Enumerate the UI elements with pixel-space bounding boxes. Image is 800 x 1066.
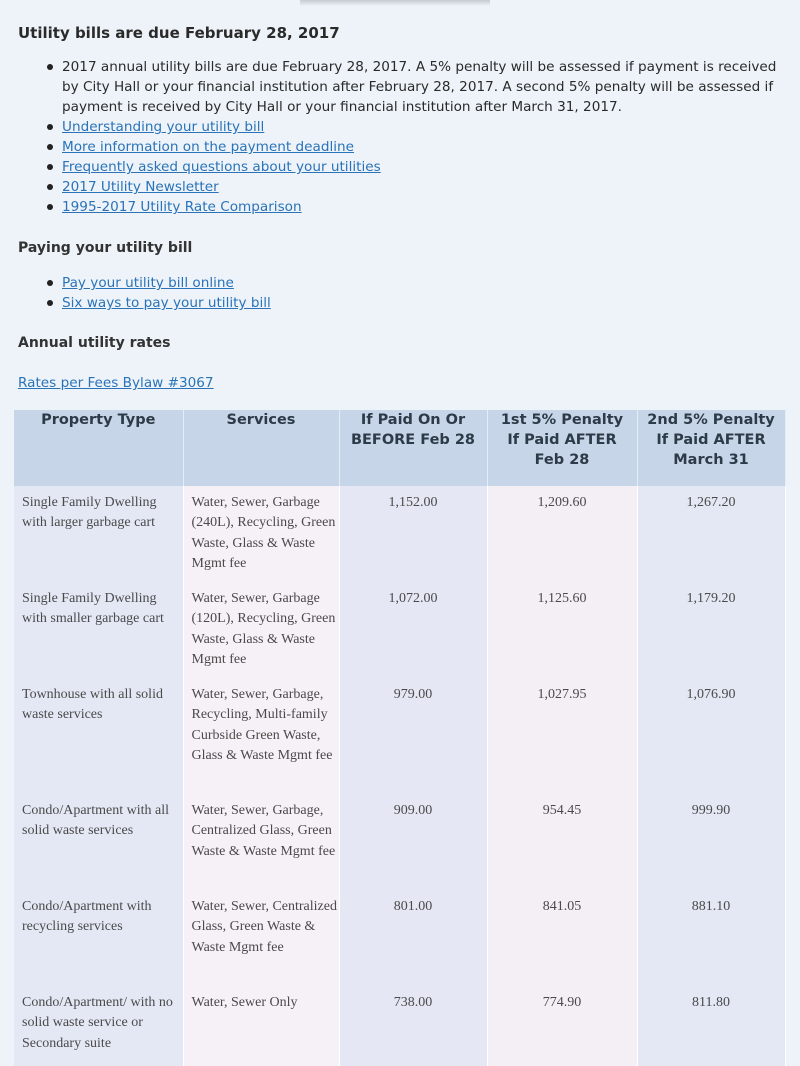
cell-services: Water, Sewer, Garbage (240L), Recycling, Green Waste, Glass & Waste Mgmt fee bbox=[183, 486, 339, 582]
cell-property-type: Single Family Dwelling with smaller garbage cart bbox=[14, 582, 183, 678]
list-item bbox=[44, 273, 789, 293]
list-item bbox=[44, 177, 789, 197]
cell-first-penalty: 954.45 bbox=[487, 794, 637, 890]
header-services: Services bbox=[183, 410, 339, 486]
list-item bbox=[44, 197, 789, 217]
cell-second-penalty: 1,179.20 bbox=[637, 582, 785, 678]
table-row bbox=[14, 986, 785, 1066]
cell-second-penalty: 999.90 bbox=[637, 794, 785, 890]
cell-second-penalty: 881.10 bbox=[637, 890, 785, 986]
pay-list bbox=[44, 273, 789, 313]
list-item bbox=[44, 157, 789, 177]
table-row bbox=[14, 678, 785, 794]
header-property-type: Property Type bbox=[14, 410, 183, 486]
cell-property-type: Condo/Apartment with recycling services bbox=[14, 890, 183, 986]
due-notice: 2017 annual utility bills are due February 28, 2017. A 5% penalty will be assessed if payment is received by City Hall or your financial institution after February 28, 2017. A second 5% penalty will be assessed if payment is received by City Hall or your financial institution after March 31, 2017. bbox=[44, 57, 789, 117]
cell-paid-before: 1,072.00 bbox=[339, 582, 487, 678]
table-header-row bbox=[14, 410, 785, 486]
table-row bbox=[14, 794, 785, 890]
header-second-penalty: 2nd 5% Penalty If Paid AFTER March 31 bbox=[637, 410, 785, 486]
cell-paid-before: 979.00 bbox=[339, 678, 487, 794]
cell-first-penalty: 1,027.95 bbox=[487, 678, 637, 794]
newsletter-link[interactable]: 2017 Utility Newsletter bbox=[62, 179, 219, 195]
understanding-bill-link[interactable]: Understanding your utility bill bbox=[62, 119, 265, 135]
cell-services: Water, Sewer, Centralized Glass, Green Waste & Waste Mgmt fee bbox=[183, 890, 339, 986]
list-item bbox=[44, 117, 789, 137]
cell-first-penalty: 1,209.60 bbox=[487, 486, 637, 582]
cell-paid-before: 801.00 bbox=[339, 890, 487, 986]
cell-second-penalty: 811.80 bbox=[637, 986, 785, 1066]
pay-heading: Paying your utility bill bbox=[18, 240, 193, 256]
cell-services: Water, Sewer, Garbage (120L), Recycling, Green Waste, Glass & Waste Mgmt fee bbox=[183, 582, 339, 678]
list-item bbox=[44, 293, 789, 313]
cell-services: Water, Sewer, Garbage, Recycling, Multi-family Curbside Green Waste, Glass & Waste Mgmt fee bbox=[183, 678, 339, 794]
utility-rates-table bbox=[14, 410, 786, 1066]
cell-paid-before: 738.00 bbox=[339, 986, 487, 1066]
cell-second-penalty: 1,076.90 bbox=[637, 678, 785, 794]
due-list bbox=[44, 57, 789, 217]
payment-deadline-link[interactable]: More information on the payment deadline bbox=[62, 139, 355, 155]
due-heading: Utility bills are due February 28, 2017 bbox=[18, 24, 340, 42]
cell-first-penalty: 774.90 bbox=[487, 986, 637, 1066]
cell-property-type: Single Family Dwelling with larger garbage cart bbox=[14, 486, 183, 582]
fees-bylaw-link[interactable]: Rates per Fees Bylaw #3067 bbox=[18, 375, 214, 391]
cell-first-penalty: 841.05 bbox=[487, 890, 637, 986]
cell-services: Water, Sewer Only bbox=[183, 986, 339, 1066]
cell-property-type: Townhouse with all solid waste services bbox=[14, 678, 183, 794]
pay-online-link[interactable]: Pay your utility bill online bbox=[62, 275, 234, 291]
faq-link[interactable]: Frequently asked questions about your utilities bbox=[62, 159, 381, 175]
cell-paid-before: 1,152.00 bbox=[339, 486, 487, 582]
list-item bbox=[44, 137, 789, 157]
cell-property-type: Condo/Apartment with all solid waste services bbox=[14, 794, 183, 890]
cell-first-penalty: 1,125.60 bbox=[487, 582, 637, 678]
cell-paid-before: 909.00 bbox=[339, 794, 487, 890]
table-row bbox=[14, 890, 785, 986]
rates-heading: Annual utility rates bbox=[18, 335, 171, 351]
cell-services: Water, Sewer, Garbage, Centralized Glass, Green Waste & Waste Mgmt fee bbox=[183, 794, 339, 890]
cell-second-penalty: 1,267.20 bbox=[637, 486, 785, 582]
six-ways-link[interactable]: Six ways to pay your utility bill bbox=[62, 295, 271, 311]
table-row bbox=[14, 486, 785, 582]
cell-property-type: Condo/Apartment/ with no solid waste service or Secondary suite bbox=[14, 986, 183, 1066]
rate-comparison-link[interactable]: 1995-2017 Utility Rate Comparison bbox=[62, 199, 302, 215]
header-first-penalty: 1st 5% Penalty If Paid AFTER Feb 28 bbox=[487, 410, 637, 486]
header-paid-before: If Paid On Or BEFORE Feb 28 bbox=[339, 410, 487, 486]
table-row bbox=[14, 582, 785, 678]
scrolled-content-remnant bbox=[300, 0, 490, 6]
